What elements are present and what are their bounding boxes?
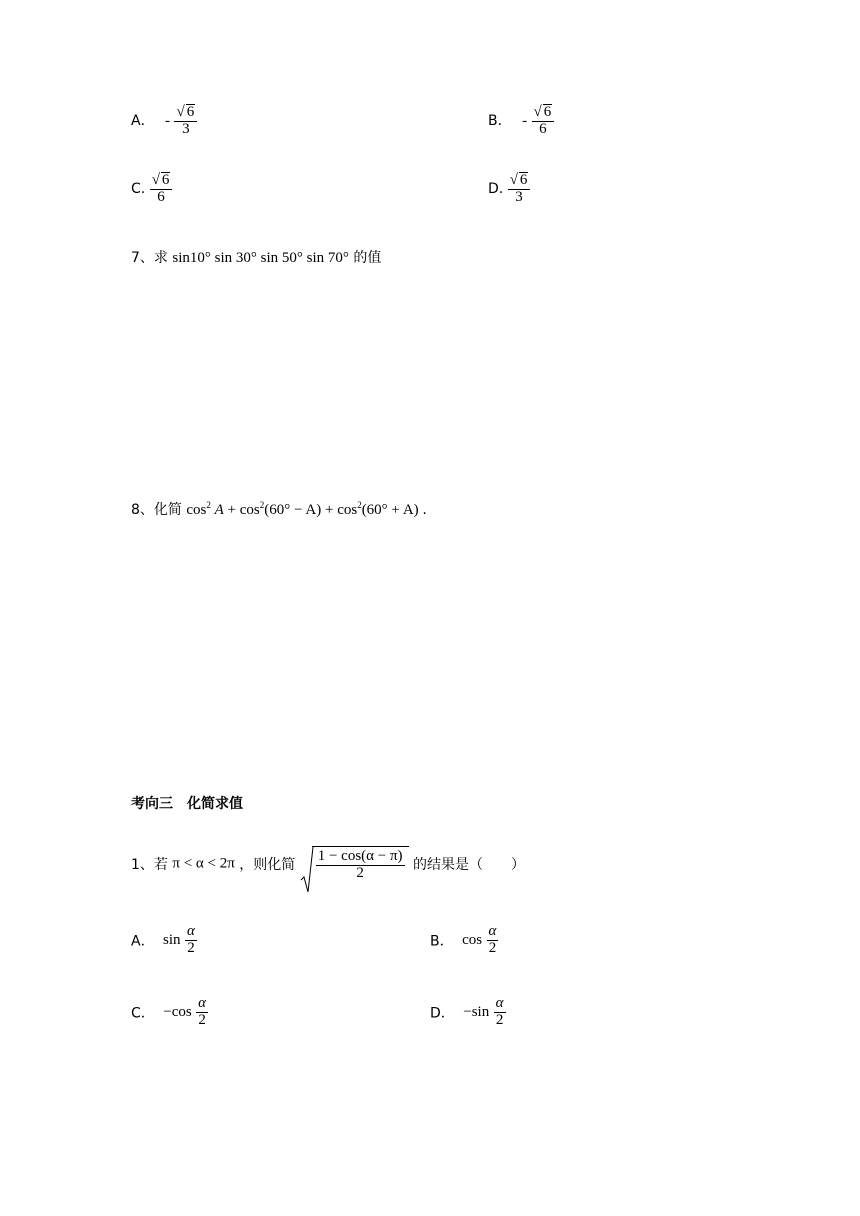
fraction: $\frac{\alpha}{2}$: [198, 995, 207, 1028]
q6-option-a: [131, 104, 197, 138]
question-8: [131, 499, 427, 519]
fraction: $\frac{√ 6}{6}$: [532, 104, 555, 138]
p1-option-b: B． cos $\frac{\alpha}{2}$: [430, 923, 497, 956]
problem-suffix: 的结果是（ ）: [413, 856, 526, 873]
radicand: 6: [543, 104, 552, 120]
section-heading: 考向三 化简求值: [131, 796, 243, 812]
denominator: 6: [157, 188, 165, 205]
option-label: B．: [488, 112, 512, 129]
question-prefix: 7、求: [131, 250, 168, 266]
sqrt-expression: [300, 846, 409, 882]
problem-mid: ，则化简: [239, 856, 296, 873]
q6-option-c: [131, 172, 172, 206]
option-label: D．: [430, 1005, 455, 1022]
p1-option-d: D． −sin $\frac{\alpha}{2}$: [430, 995, 504, 1028]
option-label: C．: [131, 1005, 155, 1022]
option-label: D.: [488, 180, 504, 197]
minus-sign: -: [522, 112, 528, 129]
option-label: C.: [131, 180, 146, 197]
question-expression: $\cos^2 A + \cos^2(60^\circ - A) + \cos^2(60^\circ + A)$: [186, 500, 419, 518]
question-expression: sin10° sin 30° sin 50° sin 70°: [172, 250, 349, 266]
fraction: $\frac{√ 6}{3}$: [508, 172, 531, 206]
q6-option-d: [488, 172, 530, 206]
condition: π < α < 2π: [172, 855, 235, 872]
q6-option-b: [488, 104, 554, 138]
question-suffix: 的值: [353, 250, 382, 266]
radicand: 6: [161, 172, 170, 188]
fraction: $\frac{\alpha}{2}$: [495, 995, 504, 1028]
denominator: 3: [515, 188, 523, 205]
question-suffix: .: [422, 502, 427, 518]
question-prefix: 8、化简: [131, 502, 182, 518]
denominator: 3: [182, 120, 190, 137]
fraction: $\frac{\alpha}{2}$: [187, 923, 195, 956]
p1-option-a: A． sin $\frac{\alpha}{2}$: [131, 923, 195, 956]
option-label: B．: [430, 933, 454, 950]
radicand: 6: [186, 104, 195, 120]
radicand: 6: [519, 172, 528, 188]
p1-option-c: C． −cos $\frac{\alpha}{2}$: [131, 995, 207, 1028]
minus-sign: -: [165, 112, 171, 129]
denominator: 6: [539, 120, 547, 137]
fraction: $\frac{√ 6}{6}$: [150, 172, 173, 206]
radical-sign-icon: [300, 846, 314, 896]
problem-prefix: 1、若: [131, 856, 168, 873]
option-label: A．: [131, 112, 155, 129]
fraction: $\frac{1 - \cos(\alpha - \pi)}{2}$: [317, 848, 403, 881]
option-label: A．: [131, 933, 155, 950]
fraction: $\frac{\alpha}{2}$: [488, 923, 497, 956]
problem-1: [131, 846, 525, 882]
question-7: [131, 247, 381, 267]
fraction: $\frac{√ 6}{3}$: [174, 104, 197, 138]
